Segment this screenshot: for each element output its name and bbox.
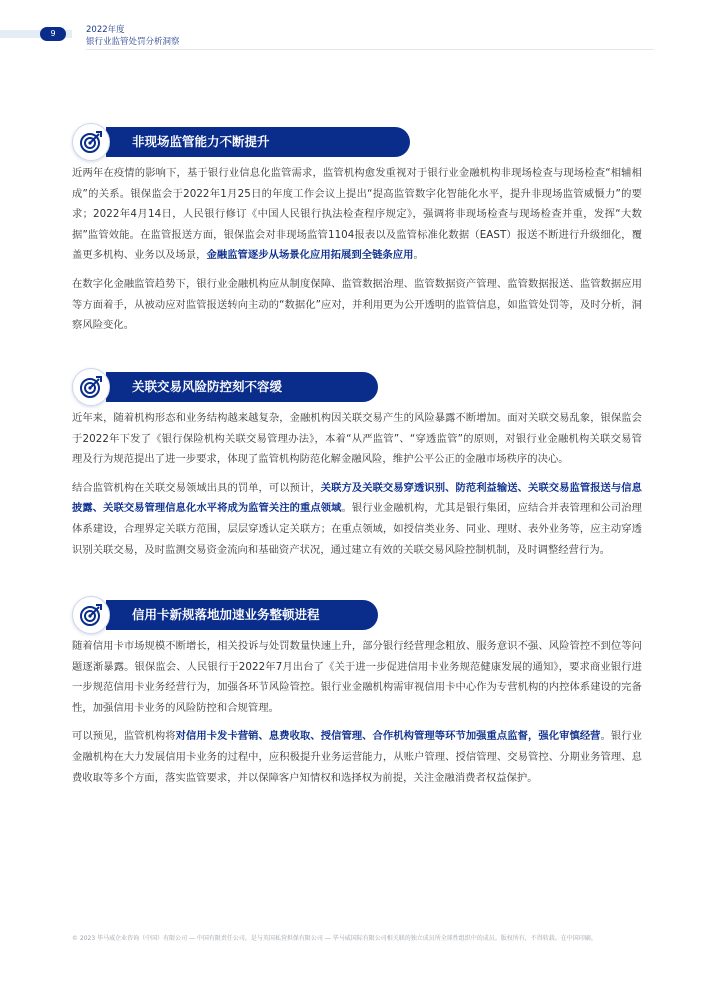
body-paragraph xyxy=(72,274,642,336)
section-heading xyxy=(72,127,642,157)
header-report-title: 银行业监管处罚分析洞察 xyxy=(86,37,180,47)
header-year: 2022年度 xyxy=(86,25,125,35)
paragraph-text: 结合监管机构在关联交易领域出具的罚单，可以预计， xyxy=(72,481,321,494)
paragraph-text: 近年来，随着机构形态和业务结构越来越复杂，金融机构因关联交易产生的风险暴露不断增加。面对关联交易乱象，银保监会于2022年下发了《银行保险机构关联交易管理办法》，本着“从严监管”、“穿透监管”的原则，对银行业金融机构关联交易管理及行为规范提出了进一步要求，体现了监管机构防范化解金融风险，维护公平公正的金融市场秩序的决心。 xyxy=(72,412,642,466)
copyright-footer: © 2023 毕马威企业咨询（中国）有限公司 — 中国有限责任公司，是与英国私营担保有限公司 — 毕马威国际有限公司相关联的独立成员所全球性组织中的成员。版权所有，不得转载。在中国印刷。 xyxy=(72,935,597,942)
section-title-pill xyxy=(106,127,410,157)
paragraph-text: 近两年在疫情的影响下，基于银行业信息化监管需求，监管机构愈发重视对于银行业金融机构非现场检查与现场检查“相辅相成”的关系。银保监会于2022年1月25日的年度工作会议上提出“提高监管数字化智能化水平，提升非现场监管威慑力”的要求；2022年4月14日，人民银行修订《中国人民银行执法检查程序规定》，强调将非现场检查与现场检查并重，发挥“大数据”监管效能。在监管报送方面，银保监会对非现场监管1104报表以及监管标准化数据（EAST）报送不断进行升级细化，覆盖更多机构、业务以及场景， xyxy=(72,167,642,262)
section-body xyxy=(72,636,642,788)
section-title: 非现场监管能力不断提升 xyxy=(132,134,270,149)
header-divider xyxy=(86,49,654,50)
body-paragraph xyxy=(72,636,642,718)
body-paragraph xyxy=(72,408,642,470)
target-icon xyxy=(72,596,110,634)
section-body xyxy=(72,163,642,336)
section-heading xyxy=(72,600,642,630)
section-related-party-transactions xyxy=(72,372,642,568)
section-offsite-supervision xyxy=(72,127,642,344)
paragraph-text: 可以预见，监管机构将 xyxy=(72,730,176,743)
target-icon xyxy=(72,123,110,161)
section-title-pill xyxy=(106,372,378,402)
section-title: 信用卡新规落地加速业务整顿进程 xyxy=(132,607,320,622)
paragraph-text: 。银行业金融机构，尤其是银行集团，应结合并表管理和公司治理体系建设，合理界定关联方范围，层层穿透认定关联方；在重点领域，如授信类业务、同业、理财、表外业务等，应主动穿透识别关联交易，及时监测交易资金流向和基础资产状况，通过建立有效的关联交易风险控制机制，及时调整经营行为。 xyxy=(72,502,642,556)
target-icon xyxy=(72,368,110,406)
paragraph-text: 在数字化金融监管趋势下，银行业金融机构应从制度保障、监管数据治理、监管数据资产管理、监管数据报送、监管数据应用等方面着手，从被动应对监管报送转向主动的“数据化”应对，并利用更为公开透明的监管信息，如监管处罚等，及时分析，洞察风险变化。 xyxy=(72,277,642,332)
section-body xyxy=(72,408,642,560)
section-title-pill xyxy=(106,600,378,630)
body-paragraph xyxy=(72,726,642,788)
highlighted-text: 金融监管逐步从场景化应用拓展到全链条应用 xyxy=(206,249,414,262)
paragraph-text: 。银行业金融机构在大力发展信用卡业务的过程中，应积极提升业务运营能力，从账户管理、授信管理、交易管控、分期业务管理、息费收取等多个方面，落实监管要求，并以保障客户知情权和选择权为前提，关注金融消费者权益保护。 xyxy=(72,730,643,784)
section-title: 关联交易风险防控刻不容缓 xyxy=(132,379,283,394)
section-heading xyxy=(72,372,642,402)
highlighted-text: 对信用卡发卡营销、息费收取、授信管理、合作机构管理等环节加强重点监督，强化审慎经营 xyxy=(175,730,601,743)
body-paragraph xyxy=(72,163,642,266)
paragraph-text: 随着信用卡市场规模不断增长，相关投诉与处罚数量快速上升，部分银行经营理念粗放、服务意识不强、风险管控不到位等问题逐渐暴露。银保监会、人民银行于2022年7月出台了《关于进一步促进信用卡业务规范健康发展的通知》，要求商业银行进一步规范信用卡业务经营行为，加强各环节风险管控。银行业金融机构需审视信用卡中心作为专营机构的内控体系建设的完备性，加强信用卡业务的风险防控和合规管理。 xyxy=(72,640,642,714)
page-number-badge: 9 xyxy=(40,27,66,41)
paragraph-text: 。 xyxy=(413,249,424,262)
highlighted-text: 关联方及关联交易穿透识别、防范利益输送、关联交易监管报送与信息披露、关联交易管理信息化水平将成为监管关注的重点领域 xyxy=(72,481,642,515)
body-paragraph xyxy=(72,478,642,560)
running-header xyxy=(86,25,180,48)
section-credit-card-rules xyxy=(72,600,642,796)
